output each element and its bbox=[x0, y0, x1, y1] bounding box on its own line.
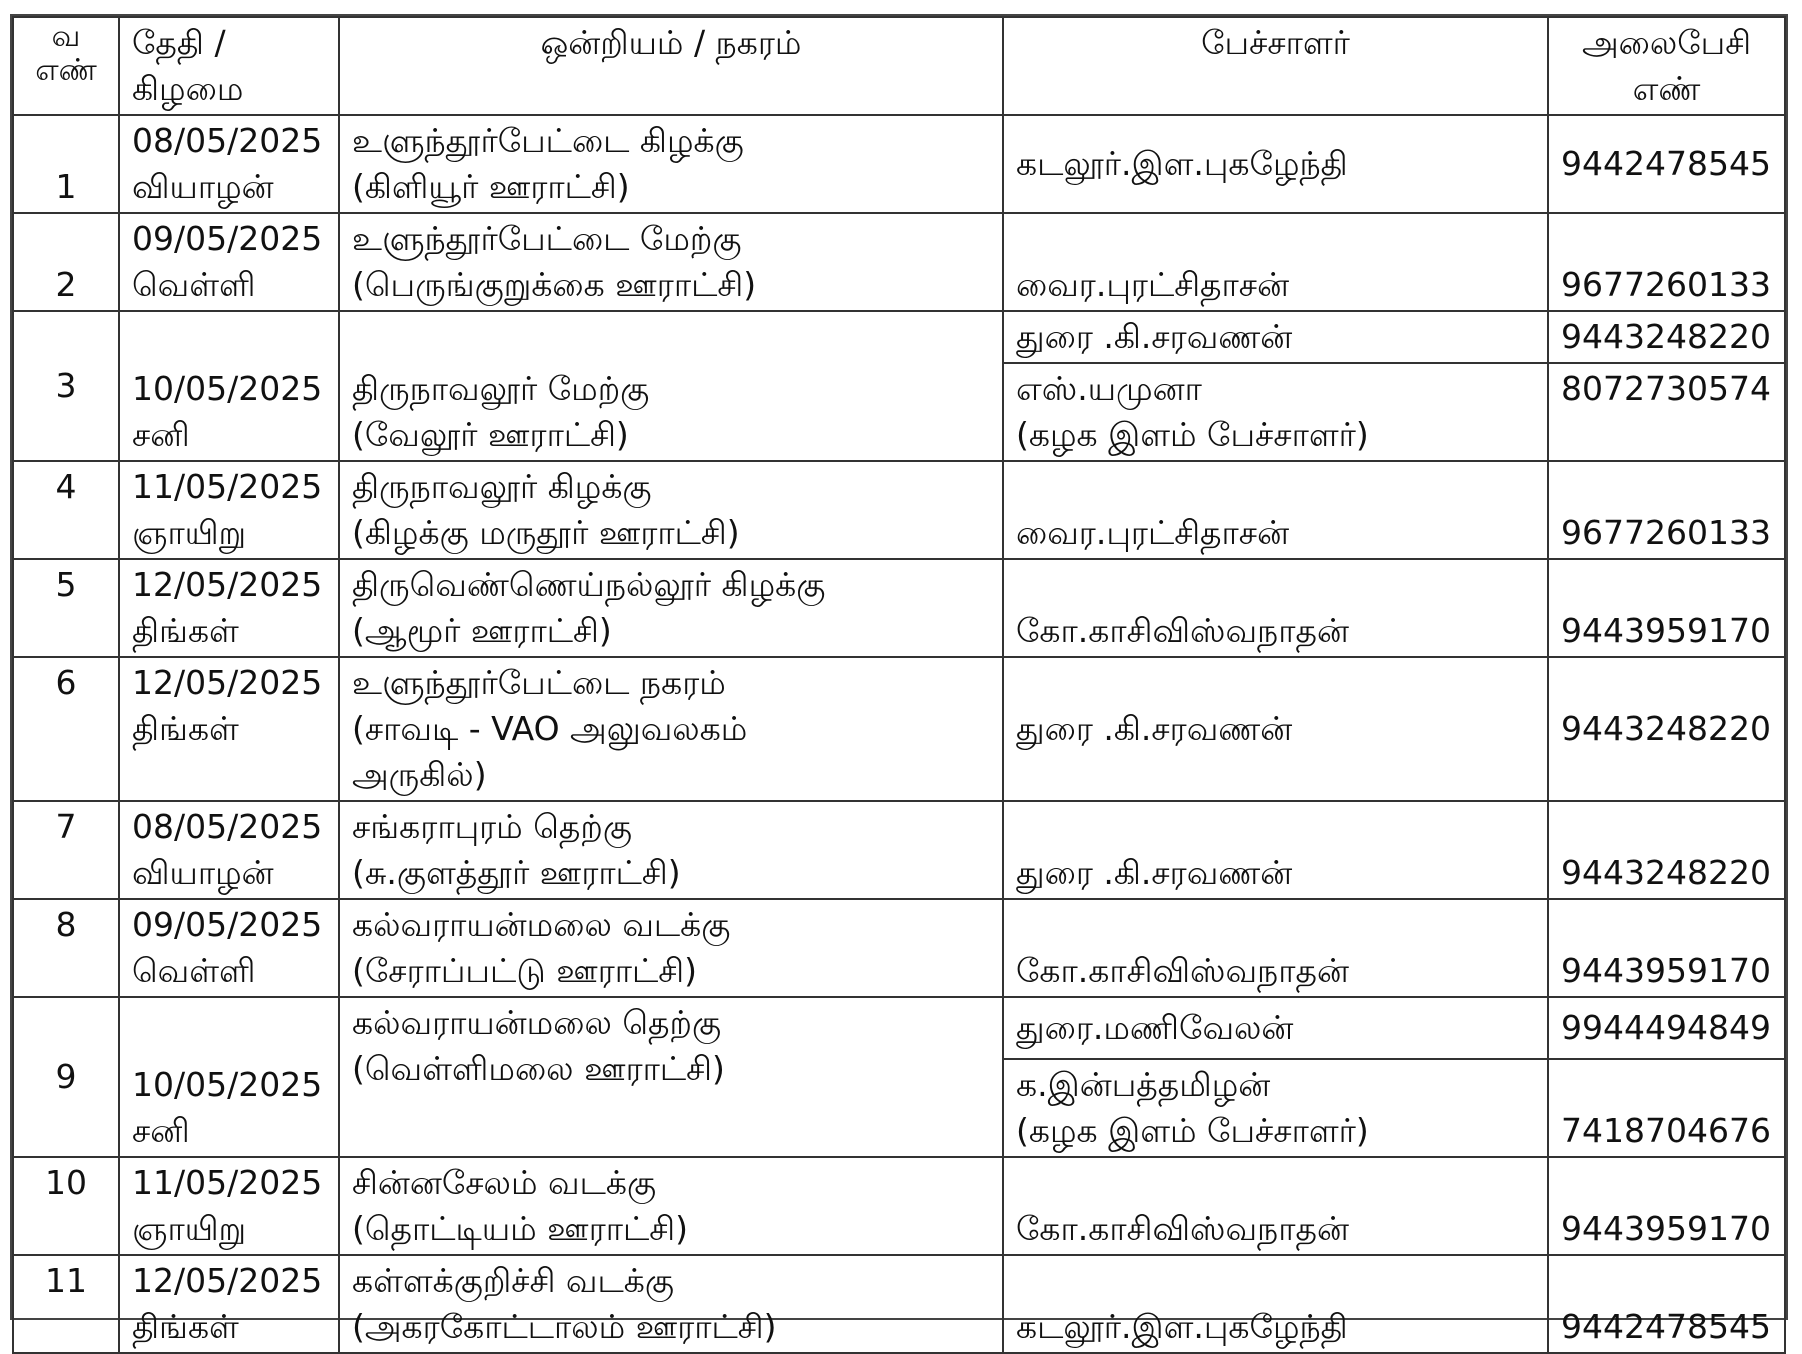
date-day: 10/05/2025 சனி bbox=[119, 311, 339, 461]
speaker-schedule-table bbox=[12, 16, 1786, 1354]
place: சின்னசேலம் வடக்கு (தொட்டியம் ஊராட்சி) bbox=[339, 1157, 1003, 1255]
phone-number: 9442478545 bbox=[1548, 1255, 1785, 1353]
date-day: 12/05/2025 திங்கள் bbox=[119, 559, 339, 657]
phone-number: 9944494849 bbox=[1548, 997, 1785, 1059]
header-date-day: தேதி / கிழமை bbox=[119, 17, 339, 115]
place: கல்வராயன்மலை தெற்கு (வெள்ளிமலை ஊராட்சி) bbox=[339, 997, 1003, 1157]
place: திருநாவலூர் கிழக்கு (கிழக்கு மருதூர் ஊராட்சி) bbox=[339, 461, 1003, 559]
date-day: 08/05/2025 வியாழன் bbox=[119, 801, 339, 899]
place: திருநாவலூர் மேற்கு (வேலூர் ஊராட்சி) bbox=[339, 311, 1003, 461]
header-speaker: பேச்சாளர் bbox=[1003, 17, 1548, 115]
serial-no: 1 bbox=[13, 115, 119, 213]
speaker: கடலூர்.இள.புகழேந்தி bbox=[1003, 1255, 1548, 1353]
table-row bbox=[13, 115, 1785, 213]
phone-number: 9677260133 bbox=[1548, 213, 1785, 311]
speaker: கோ.காசிவிஸ்வநாதன் bbox=[1003, 559, 1548, 657]
serial-no: 6 bbox=[13, 657, 119, 801]
place: கள்ளக்குறிச்சி வடக்கு (அகரகோட்டாலம் ஊராட்சி) bbox=[339, 1255, 1003, 1353]
serial-no: 10 bbox=[13, 1157, 119, 1255]
date-day: 11/05/2025 ஞாயிறு bbox=[119, 1157, 339, 1255]
serial-no: 4 bbox=[13, 461, 119, 559]
serial-no: 11 bbox=[13, 1255, 119, 1353]
header-phone: அலைபேசி எண் bbox=[1548, 17, 1785, 115]
date-day: 12/05/2025 திங்கள் bbox=[119, 657, 339, 801]
date-day: 10/05/2025 சனி bbox=[119, 997, 339, 1157]
speaker: க.இன்பத்தமிழன் (கழக இளம் பேச்சாளர்) bbox=[1003, 1059, 1548, 1157]
phone-number: 9442478545 bbox=[1548, 115, 1785, 213]
header-place: ஒன்றியம் / நகரம் bbox=[339, 17, 1003, 115]
serial-no: 5 bbox=[13, 559, 119, 657]
speaker: வைர.புரட்சிதாசன் bbox=[1003, 461, 1548, 559]
speaker: துரை .கி.சரவணன் bbox=[1003, 311, 1548, 363]
place: உளுந்தூர்பேட்டை நகரம் (சாவடி - VAO அலுவலகம் அருகில்) bbox=[339, 657, 1003, 801]
phone-number: 7418704676 bbox=[1548, 1059, 1785, 1157]
table-row bbox=[13, 899, 1785, 997]
place: உளுந்தூர்பேட்டை மேற்கு (பெருங்குறுக்கை ஊராட்சி) bbox=[339, 213, 1003, 311]
header-row bbox=[13, 17, 1785, 115]
date-day: 08/05/2025 வியாழன் bbox=[119, 115, 339, 213]
phone-number: 8072730574 bbox=[1548, 363, 1785, 461]
speaker: வைர.புரட்சிதாசன் bbox=[1003, 213, 1548, 311]
place: திருவெண்ணெய்நல்லூர் கிழக்கு (ஆமூர் ஊராட்சி) bbox=[339, 559, 1003, 657]
header-serial-no: வ எண் bbox=[13, 17, 119, 115]
table-row bbox=[13, 213, 1785, 311]
speaker: கடலூர்.இள.புகழேந்தி bbox=[1003, 115, 1548, 213]
serial-no: 2 bbox=[13, 213, 119, 311]
place: சங்கராபுரம் தெற்கு (சு.குளத்தூர் ஊராட்சி) bbox=[339, 801, 1003, 899]
speaker: கோ.காசிவிஸ்வநாதன் bbox=[1003, 1157, 1548, 1255]
speaker: கோ.காசிவிஸ்வநாதன் bbox=[1003, 899, 1548, 997]
place: உளுந்தூர்பேட்டை கிழக்கு (கிளியூர் ஊராட்சி) bbox=[339, 115, 1003, 213]
phone-number: 9677260133 bbox=[1548, 461, 1785, 559]
table-row bbox=[13, 461, 1785, 559]
serial-no: 9 bbox=[13, 997, 119, 1157]
date-day: 12/05/2025 திங்கள் bbox=[119, 1255, 339, 1353]
speaker: துரை.மணிவேலன் bbox=[1003, 997, 1548, 1059]
table-row bbox=[13, 1157, 1785, 1255]
phone-number: 9443248220 bbox=[1548, 657, 1785, 801]
date-day: 11/05/2025 ஞாயிறு bbox=[119, 461, 339, 559]
phone-number: 9443959170 bbox=[1548, 559, 1785, 657]
place: கல்வராயன்மலை வடக்கு (சேராப்பட்டு ஊராட்சி) bbox=[339, 899, 1003, 997]
phone-number: 9443248220 bbox=[1548, 311, 1785, 363]
table-row bbox=[13, 997, 1785, 1059]
table-row bbox=[13, 1255, 1785, 1353]
phone-number: 9443248220 bbox=[1548, 801, 1785, 899]
phone-number: 9443959170 bbox=[1548, 1157, 1785, 1255]
table-row bbox=[13, 559, 1785, 657]
table-row bbox=[13, 801, 1785, 899]
speaker: துரை .கி.சரவணன் bbox=[1003, 657, 1548, 801]
serial-no: 7 bbox=[13, 801, 119, 899]
speaker: எஸ்.யமுனா (கழக இளம் பேச்சாளர்) bbox=[1003, 363, 1548, 461]
phone-number: 9443959170 bbox=[1548, 899, 1785, 997]
date-day: 09/05/2025 வெள்ளி bbox=[119, 213, 339, 311]
table-row bbox=[13, 657, 1785, 801]
speaker: துரை .கி.சரவணன் bbox=[1003, 801, 1548, 899]
table-row bbox=[13, 311, 1785, 363]
serial-no: 3 bbox=[13, 311, 119, 461]
date-day: 09/05/2025 வெள்ளி bbox=[119, 899, 339, 997]
serial-no: 8 bbox=[13, 899, 119, 997]
